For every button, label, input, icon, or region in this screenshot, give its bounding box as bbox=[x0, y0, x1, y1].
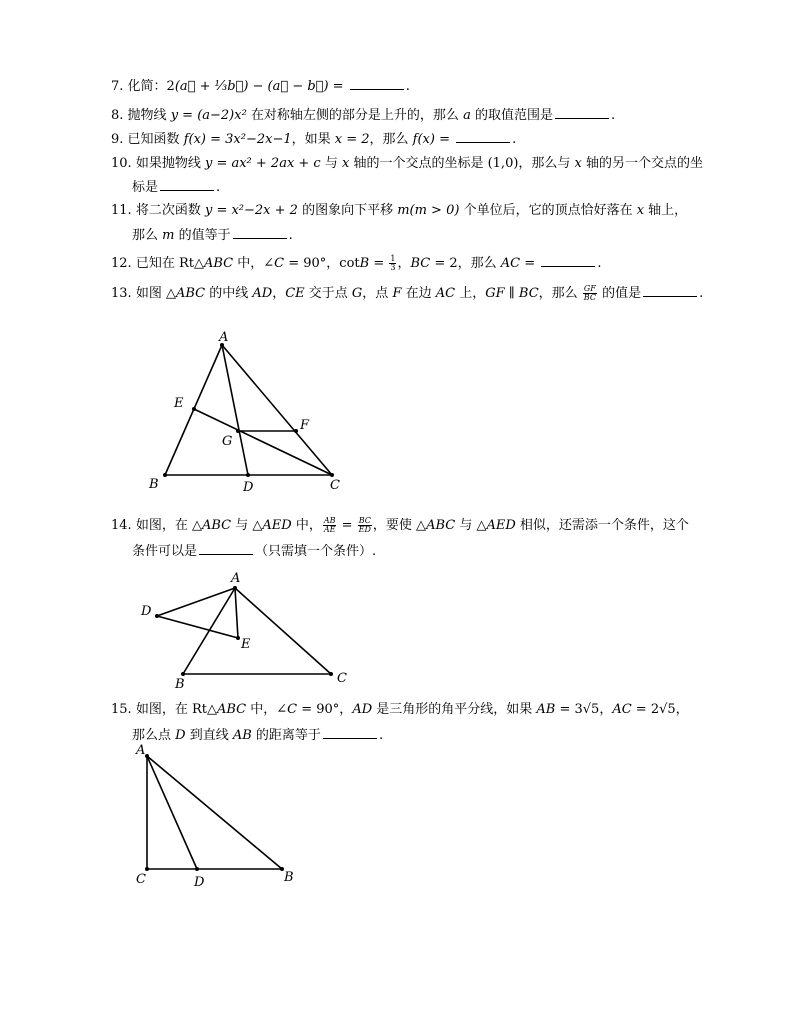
question-8: 8. 抛物线 y = (a−2)x² 在对称轴左侧的部分是上升的，那么 a 的取值范围是 . bbox=[111, 108, 616, 123]
question-9: 9. 已知函数 f(x) = 3x²−2x−1，如果 x = 2，那么 f(x) = . bbox=[111, 132, 517, 147]
question-number: 7. bbox=[111, 79, 124, 94]
fraction: $\frac{AB}{AE}$ bbox=[323, 516, 336, 534]
answer-blank[interactable] bbox=[160, 179, 214, 191]
answer-blank[interactable] bbox=[555, 107, 609, 119]
answer-blank[interactable] bbox=[643, 285, 697, 297]
label-D: D bbox=[141, 604, 152, 619]
fraction: $\frac{BC}{ED}$ bbox=[358, 516, 371, 534]
question-14-line-2: 条件可以是 （只需填一个条件）. bbox=[132, 544, 377, 559]
label-A: A bbox=[136, 743, 146, 758]
question-12: 12. 已知在 Rt△ABC 中，∠C = 90°，cotB = $\frac{1}{3}$ ，BC = 2，那么 AC = . bbox=[111, 254, 602, 272]
question-10-line-2: 标是 . bbox=[132, 180, 221, 195]
label-B: B bbox=[284, 870, 294, 885]
answer-blank[interactable] bbox=[323, 727, 377, 739]
label-E: E bbox=[241, 637, 251, 652]
label-C: C bbox=[337, 671, 347, 686]
figure-14-triangles bbox=[135, 568, 355, 693]
label-E: E bbox=[174, 396, 184, 411]
label-B: B bbox=[175, 677, 185, 692]
question-15: 15. 如图，在 Rt△ABC 中，∠C = 90°，AD 是三角形的角平分线，如果 AB = 3√5，AC = 2√5， bbox=[111, 702, 689, 717]
figure-15-right-triangle bbox=[125, 738, 310, 893]
question-11: 11. 将二次函数 y = x²−2x + 2 的图象向下平移 m(m > 0) 个单位后，它的顶点恰好落在 x 轴上， bbox=[111, 203, 688, 218]
fraction: $\frac{1}{3}$ bbox=[390, 254, 396, 272]
question-13: 13. 如图 △ABC 的中线 AD，CE 交于点 G，点 F 在边 AC 上，GF ∥ BC，那么 $\frac{GF}{BC}$ 的值是 . bbox=[111, 284, 704, 302]
question-15-line-2: 那么点 D 到直线 AB 的距离等于 . bbox=[132, 728, 384, 743]
label-A: A bbox=[231, 571, 241, 586]
label-D: D bbox=[194, 875, 205, 890]
label-C: C bbox=[330, 478, 340, 493]
answer-blank[interactable] bbox=[233, 227, 287, 239]
answer-blank[interactable] bbox=[456, 131, 510, 143]
label-F: F bbox=[300, 418, 310, 433]
question-7: 7. 化简：2(a⃗ + ⅓b⃗) − (a⃗ − b⃗) = . bbox=[111, 79, 410, 94]
answer-blank[interactable] bbox=[199, 543, 253, 555]
figure-13-triangle bbox=[140, 325, 360, 500]
label-B: B bbox=[149, 477, 159, 492]
answer-blank[interactable] bbox=[350, 78, 404, 90]
question-10: 10. 如果抛物线 y = ax² + 2ax + c 与 x 轴的一个交点的坐标是 (1,0)，那么与 x 轴的另一个交点的坐 bbox=[111, 156, 704, 171]
label-A: A bbox=[219, 330, 229, 345]
fraction: $\frac{GF}{BC}$ bbox=[583, 284, 596, 302]
label-G: G bbox=[222, 434, 233, 449]
question-14: 14. 如图，在 △ABC 与 △AED 中， $\frac{AB}{AE}$ = $\frac{BC}{ED}$ ，要使 △ABC 与 △AED 相似，还需添一个条件，这个 bbox=[111, 516, 689, 534]
question-11-line-2: 那么 m 的值等于 . bbox=[132, 228, 293, 243]
label-C: C bbox=[136, 872, 146, 887]
answer-blank[interactable] bbox=[541, 255, 595, 267]
label-D: D bbox=[243, 480, 254, 495]
